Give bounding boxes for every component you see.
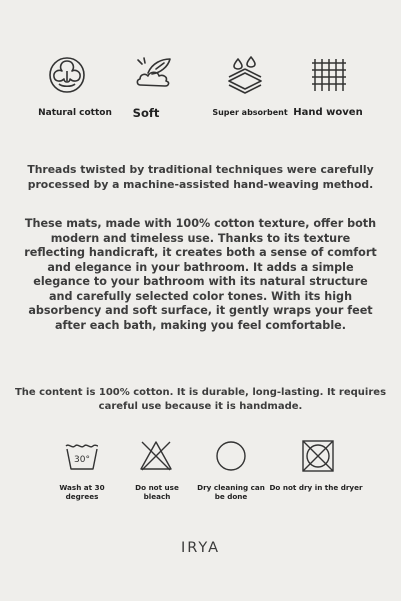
feature-label-natural-cotton: Natural cotton bbox=[38, 108, 112, 118]
wash-30-icon bbox=[65, 440, 99, 472]
feature-label-soft: Soft bbox=[132, 106, 160, 120]
no-bleach-icon bbox=[139, 440, 173, 472]
intro-paragraph: Threads twisted by traditional techniques were carefully processed by a machine-assisted hand-weaving method. bbox=[27, 163, 374, 191]
wash-temperature-text: 30° bbox=[74, 455, 90, 465]
dry-clean-icon bbox=[214, 440, 248, 472]
care-label-no-bleach: Do not use bleach bbox=[135, 483, 179, 501]
woven-grid-icon bbox=[309, 55, 349, 95]
no-tumble-dry-icon bbox=[301, 440, 335, 472]
content-paragraph: The content is 100% cotton. It is durable, long-lasting. It requires careful use because it is handmade. bbox=[14, 387, 387, 412]
care-label-wash-30: Wash at 30 degrees bbox=[59, 483, 105, 501]
care-label-dry-clean: Dry cleaning can be done bbox=[197, 483, 265, 501]
feature-label-hand-woven: Hand woven bbox=[293, 107, 363, 118]
brand-logo-text: IRYA bbox=[180, 540, 221, 556]
absorbent-layers-drops-icon bbox=[225, 55, 265, 95]
feature-label-super-absorbent: Super absorbent bbox=[212, 108, 288, 117]
care-label-no-dryer: Do not dry in the dryer bbox=[269, 483, 363, 492]
cotton-flower-icon bbox=[47, 55, 87, 95]
description-paragraph: These mats, made with 100% cotton texture, offer both modern and timeless use. Thanks to its texture reflecting handicraft, it creates both a sense of comfort and elegance in your bathroom. It adds a simple elegance to your bathroom with its natural structure and carefully selected color tones. With its high absorbency and soft surface, it gently wraps your feet after each bath, making you feel comfortable. bbox=[24, 217, 377, 332]
soft-cloud-feather-icon bbox=[134, 55, 174, 95]
